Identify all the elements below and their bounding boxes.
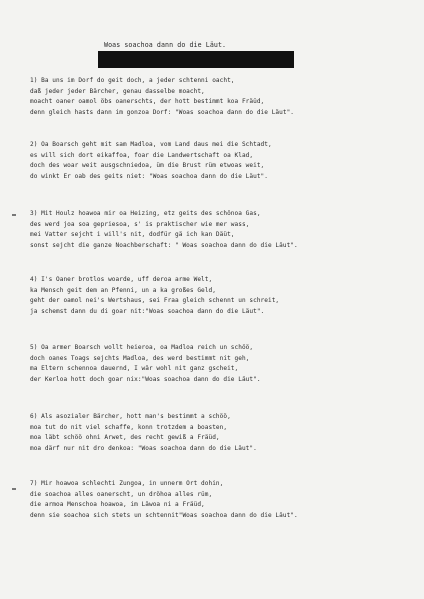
- stanza-line: ja schemst dann du di goar nit:"Woas soachoa dann do die Läut".: [30, 307, 265, 315]
- stanza-line: doch des woar weit ausgschniedoa, üm die Brust rüm etwoas weit,: [30, 162, 265, 170]
- margin-mark: [12, 488, 16, 490]
- stanza-line: 2) Oa Boarsch geht mit sam Madloa, vom Land daus mei die Schtadt,: [30, 141, 272, 148]
- stanza-line: des werd joa soa gepriesoa, s' is praktischer wie mer wass,: [30, 220, 250, 228]
- redaction-bar: [98, 51, 294, 68]
- stanza-line: geht der oamol nei's Wertshaus, sei Fraa gleich schennt un schreit,: [30, 297, 280, 305]
- stanza-line: 6) Als asozialer Bärcher, hott man's bestimmt a schöö,: [30, 413, 231, 420]
- stanza-line: ka Mensch geit dem an Pfenni, un a ka großes Geld,: [30, 286, 216, 294]
- stanza-line: 1) Ba uns im Dorf do geit doch, a jeder schtenni oacht,: [30, 77, 235, 84]
- stanza-line: 3) Mit Houlz hoawoa mir oa Heizing, etz geits des schönoa Gas,: [30, 210, 261, 217]
- stanza-6: [30, 412, 410, 454]
- stanza-line: der Kerloa hott doch goar nix:"Woas soachoa dann do die Läut".: [30, 375, 261, 383]
- stanza-line: ma Eltern schennoa dauernd, I wär wohl nit ganz gscheit,: [30, 365, 239, 373]
- stanza-line: 4) I's Oaner brotlos woarde, uff deroa arme Welt,: [30, 276, 213, 283]
- stanza-3: [30, 209, 410, 251]
- stanza-line: 7) Mir hoawoa schlechti Zungoa, in unnerm Ort dohin,: [30, 480, 224, 487]
- stanza-line: moa tut do nit viel schaffe, konn trotzdem a boasten,: [30, 423, 228, 431]
- stanza-2: [30, 140, 410, 182]
- stanza-line: doch oanes Toags sejchts Madloa, des werd bestimmt nit geh,: [30, 354, 250, 362]
- stanza-7: [30, 479, 410, 521]
- stanza-line: mei Vatter sejcht i will's nit, dodfür gä ich kan Däüt,: [30, 231, 235, 239]
- stanza-line: die soachoa alles oanerscht, un dröhoa alles rüm,: [30, 490, 213, 498]
- stanza-line: die armoa Menschoa hoawoa, im Läwoa ni a Fräüd,: [30, 501, 205, 509]
- stanza-line: daß jeder jeder Bärcher, genau dasselbe moacht,: [30, 87, 205, 95]
- margin-mark: [12, 214, 16, 216]
- stanza-1: [30, 76, 410, 118]
- stanza-line: 5) Oa armer Boarsch wollt heieroa, oa Madloa reich un schöö,: [30, 344, 254, 351]
- stanza-line: moacht oaner oamol öbs oanerschts, der hott bestimmt koa Fräüd,: [30, 98, 265, 106]
- stanza-5: [30, 343, 410, 385]
- stanza-line: es will sich dort eikaffoa, foar die Landwertschaft oa Klad,: [30, 151, 254, 159]
- document-title: Woas soachoa dann do die Läut.: [104, 41, 227, 49]
- stanza-4: [30, 275, 410, 317]
- stanza-line: moa läbt schöö ohni Arwet, des recht gewiß a Fräüd,: [30, 434, 220, 442]
- stanza-line: denn sie soachoa sich stets un schtennit"Woas soachoa dann do die Läut".: [30, 511, 298, 519]
- stanza-line: moa därf nur nit dro denkoa: "Woas soachoa dann do die Läut".: [30, 444, 257, 452]
- stanza-line: sonst sejcht die ganze Noachberschaft: " Woas soachoa dann do die Läut".: [30, 241, 298, 249]
- stanza-line: do winkt Er oab des geits niet: "Woas soachoa dann do die Läut".: [30, 172, 268, 180]
- stanza-line: denn gleich hasts dann im gonzoa Dorf: "Woas soachoa dann do die Läut".: [30, 108, 295, 116]
